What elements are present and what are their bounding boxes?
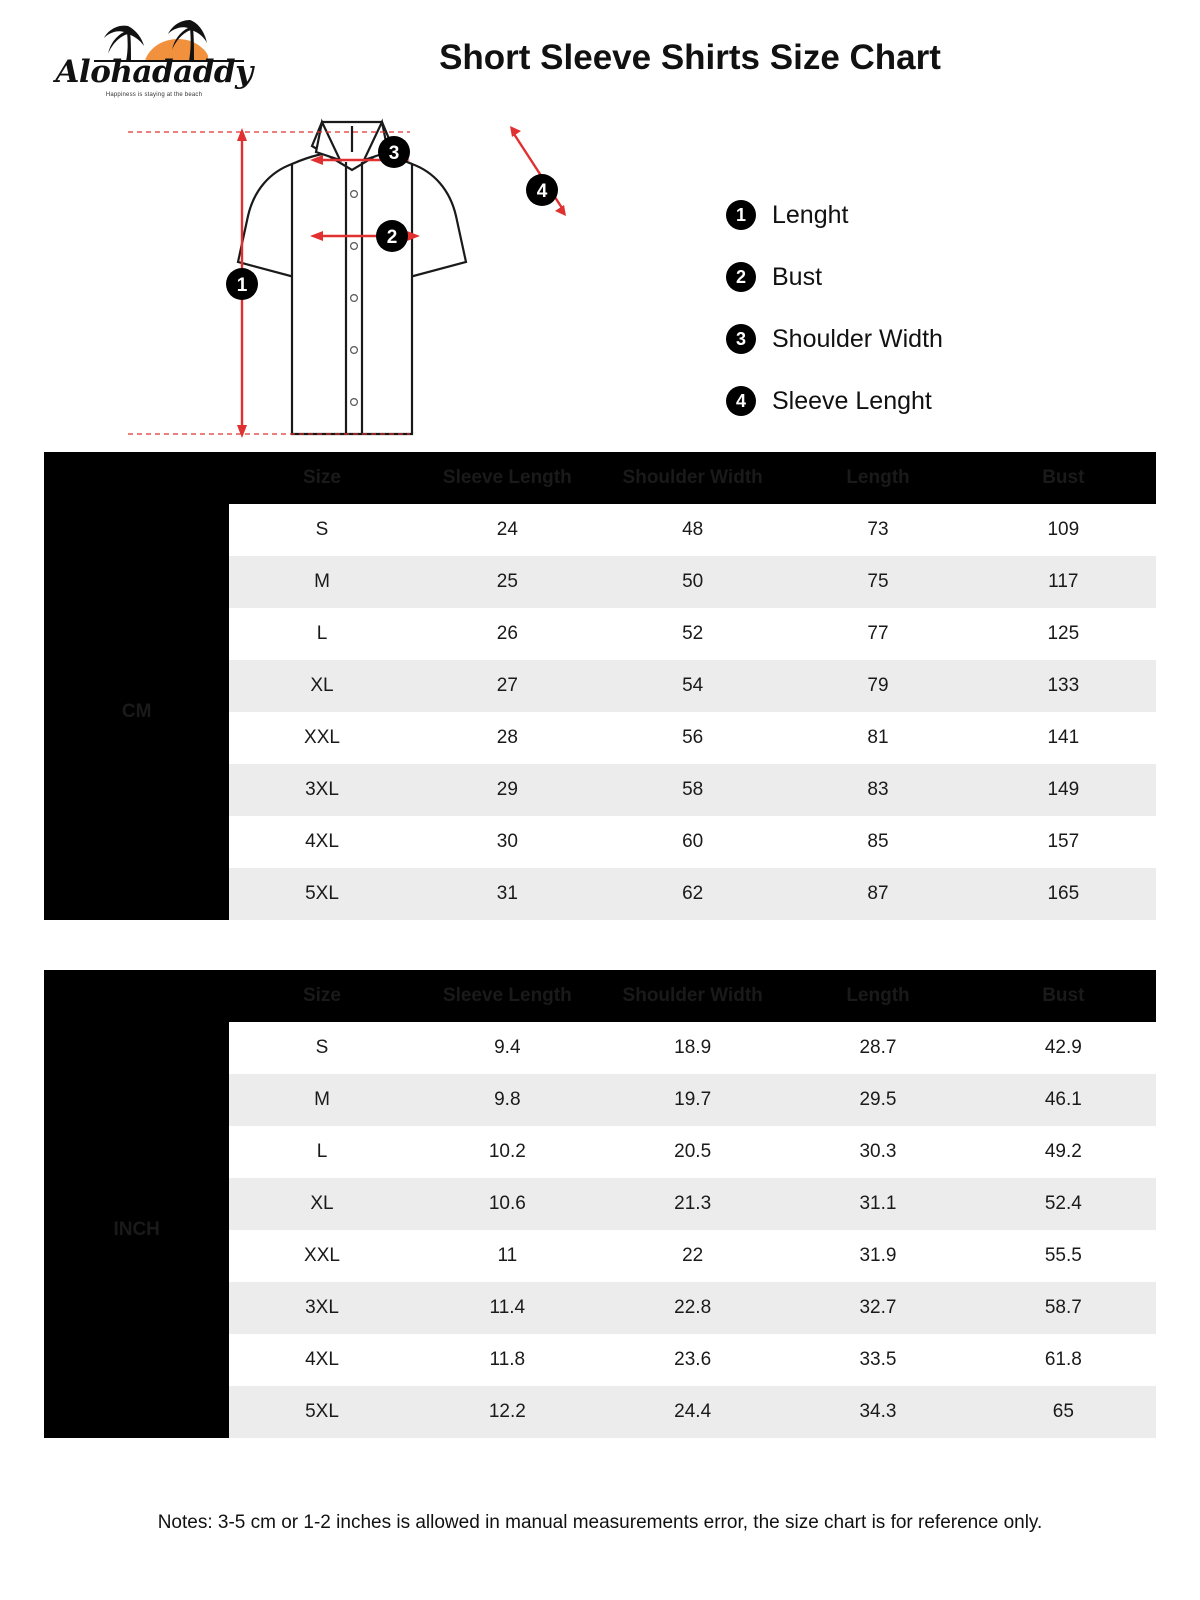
cell-sleeve-length: 10.6	[415, 1178, 600, 1230]
cell-shoulder-width: 22.8	[600, 1282, 785, 1334]
table-row	[44, 1022, 1156, 1074]
measurement-diagram	[0, 112, 1200, 452]
cell-length: 77	[785, 608, 970, 660]
cell-length: 31.1	[785, 1178, 970, 1230]
size-table-cm	[44, 452, 1156, 920]
cell-shoulder-width: 24.4	[600, 1386, 785, 1438]
size-table-cm-block	[44, 452, 1156, 920]
legend-label-4: Sleeve Lenght	[772, 386, 932, 415]
cell-sleeve-length: 24	[415, 504, 600, 556]
cell-bust: 61.8	[971, 1334, 1156, 1386]
cell-bust: 157	[971, 816, 1156, 868]
cell-size: L	[229, 1126, 414, 1178]
cell-shoulder-width: 18.9	[600, 1022, 785, 1074]
size-table-inch	[44, 970, 1156, 1438]
cell-shoulder-width: 62	[600, 868, 785, 920]
cell-shoulder-width: 22	[600, 1230, 785, 1282]
page-title: Short Sleeve Shirts Size Chart	[439, 38, 941, 77]
cell-size: L	[229, 608, 414, 660]
legend-label-2: Bust	[772, 262, 823, 291]
cell-sleeve-length: 9.8	[415, 1074, 600, 1126]
cell-length: 34.3	[785, 1386, 970, 1438]
legend-item-sleeve-length	[726, 370, 1146, 432]
legend-number-1: 1	[726, 200, 756, 230]
cell-shoulder-width: 58	[600, 764, 785, 816]
column-header-shoulder-width: Shoulder Width	[600, 970, 785, 1022]
cell-shoulder-width: 50	[600, 556, 785, 608]
column-header-length: Length	[785, 452, 970, 504]
legend-label-1: Lenght	[772, 200, 849, 229]
column-header-bust: Bust	[971, 970, 1156, 1022]
unit-label-cm: CM	[44, 504, 229, 920]
cell-bust: 133	[971, 660, 1156, 712]
column-header-size: Size	[229, 452, 414, 504]
cell-size: 5XL	[229, 868, 414, 920]
svg-text:1: 1	[236, 275, 248, 296]
cell-size: XL	[229, 1178, 414, 1230]
cell-length: 31.9	[785, 1230, 970, 1282]
unit-label-inch: INCH	[44, 1022, 229, 1438]
size-table-inch-block	[44, 970, 1156, 1438]
cell-size: M	[229, 556, 414, 608]
legend-label-3: Shoulder Width	[772, 324, 943, 353]
cell-length: 83	[785, 764, 970, 816]
cell-size: XL	[229, 660, 414, 712]
legend-item-bust	[726, 246, 1146, 308]
cell-bust: 149	[971, 764, 1156, 816]
cell-size: M	[229, 1074, 414, 1126]
cell-length: 87	[785, 868, 970, 920]
table-spacer	[0, 920, 1200, 970]
cell-length: 32.7	[785, 1282, 970, 1334]
legend-number-2: 2	[726, 262, 756, 292]
cell-sleeve-length: 11.8	[415, 1334, 600, 1386]
cell-length: 73	[785, 504, 970, 556]
cell-bust: 109	[971, 504, 1156, 556]
cell-sleeve-length: 30	[415, 816, 600, 868]
brand-name: Alohadaddy	[55, 54, 253, 90]
cell-size: 3XL	[229, 764, 414, 816]
column-header-shoulder-width: Shoulder Width	[600, 452, 785, 504]
cell-sleeve-length: 29	[415, 764, 600, 816]
cell-sleeve-length: 27	[415, 660, 600, 712]
cell-sleeve-length: 10.2	[415, 1126, 600, 1178]
cell-shoulder-width: 54	[600, 660, 785, 712]
cell-length: 33.5	[785, 1334, 970, 1386]
cell-bust: 65	[971, 1386, 1156, 1438]
cell-size: 4XL	[229, 816, 414, 868]
column-header-length: Length	[785, 970, 970, 1022]
cell-shoulder-width: 21.3	[600, 1178, 785, 1230]
cell-sleeve-length: 28	[415, 712, 600, 764]
legend-item-shoulder-width	[726, 308, 1146, 370]
cell-shoulder-width: 23.6	[600, 1334, 785, 1386]
column-header-bust: Bust	[971, 452, 1156, 504]
cell-size: S	[229, 504, 414, 556]
brand-logo	[34, 16, 274, 104]
cell-length: 28.7	[785, 1022, 970, 1074]
legend-number-3: 3	[726, 324, 756, 354]
cell-length: 29.5	[785, 1074, 970, 1126]
cell-sleeve-length: 11.4	[415, 1282, 600, 1334]
page-header	[0, 0, 1200, 112]
cell-sleeve-length: 25	[415, 556, 600, 608]
cell-sleeve-length: 31	[415, 868, 600, 920]
cell-bust: 58.7	[971, 1282, 1156, 1334]
svg-text:2: 2	[386, 227, 398, 248]
cell-size: XXL	[229, 712, 414, 764]
cell-size: 3XL	[229, 1282, 414, 1334]
column-header-sleeve-length: Sleeve Length	[415, 452, 600, 504]
table-header-row	[44, 970, 1156, 1022]
svg-text:3: 3	[388, 143, 400, 164]
table-row	[44, 504, 1156, 556]
cell-shoulder-width: 48	[600, 504, 785, 556]
cell-bust: 49.2	[971, 1126, 1156, 1178]
cell-shoulder-width: 56	[600, 712, 785, 764]
cell-bust: 52.4	[971, 1178, 1156, 1230]
cell-size: XXL	[229, 1230, 414, 1282]
cell-sleeve-length: 12.2	[415, 1386, 600, 1438]
legend-item-length	[726, 184, 1146, 246]
measurement-notes: Notes: 3-5 cm or 1-2 inches is allowed in manual measurements error, the size chart is for reference only.	[157, 1512, 1043, 1533]
table-corner-cell	[44, 970, 229, 1022]
legend-number-4: 4	[726, 386, 756, 416]
column-header-sleeve-length: Sleeve Length	[415, 970, 600, 1022]
brand-tagline: Happiness is staying at the beach	[105, 92, 203, 98]
cell-sleeve-length: 9.4	[415, 1022, 600, 1074]
cell-sleeve-length: 11	[415, 1230, 600, 1282]
measurement-legend	[726, 184, 1146, 432]
cell-sleeve-length: 26	[415, 608, 600, 660]
table-header-row	[44, 452, 1156, 504]
cell-size: 5XL	[229, 1386, 414, 1438]
cell-bust: 125	[971, 608, 1156, 660]
cell-bust: 141	[971, 712, 1156, 764]
cell-bust: 42.9	[971, 1022, 1156, 1074]
cell-length: 81	[785, 712, 970, 764]
cell-shoulder-width: 60	[600, 816, 785, 868]
cell-shoulder-width: 20.5	[600, 1126, 785, 1178]
cell-length: 85	[785, 816, 970, 868]
cell-bust: 46.1	[971, 1074, 1156, 1126]
shirt-outline-icon	[110, 112, 670, 452]
column-header-size: Size	[229, 970, 414, 1022]
svg-text:4: 4	[536, 181, 548, 202]
cell-length: 75	[785, 556, 970, 608]
cell-bust: 165	[971, 868, 1156, 920]
cell-size: S	[229, 1022, 414, 1074]
table-corner-cell	[44, 452, 229, 504]
cell-bust: 117	[971, 556, 1156, 608]
cell-size: 4XL	[229, 1334, 414, 1386]
cell-length: 30.3	[785, 1126, 970, 1178]
cell-bust: 55.5	[971, 1230, 1156, 1282]
cell-shoulder-width: 19.7	[600, 1074, 785, 1126]
cell-shoulder-width: 52	[600, 608, 785, 660]
cell-length: 79	[785, 660, 970, 712]
